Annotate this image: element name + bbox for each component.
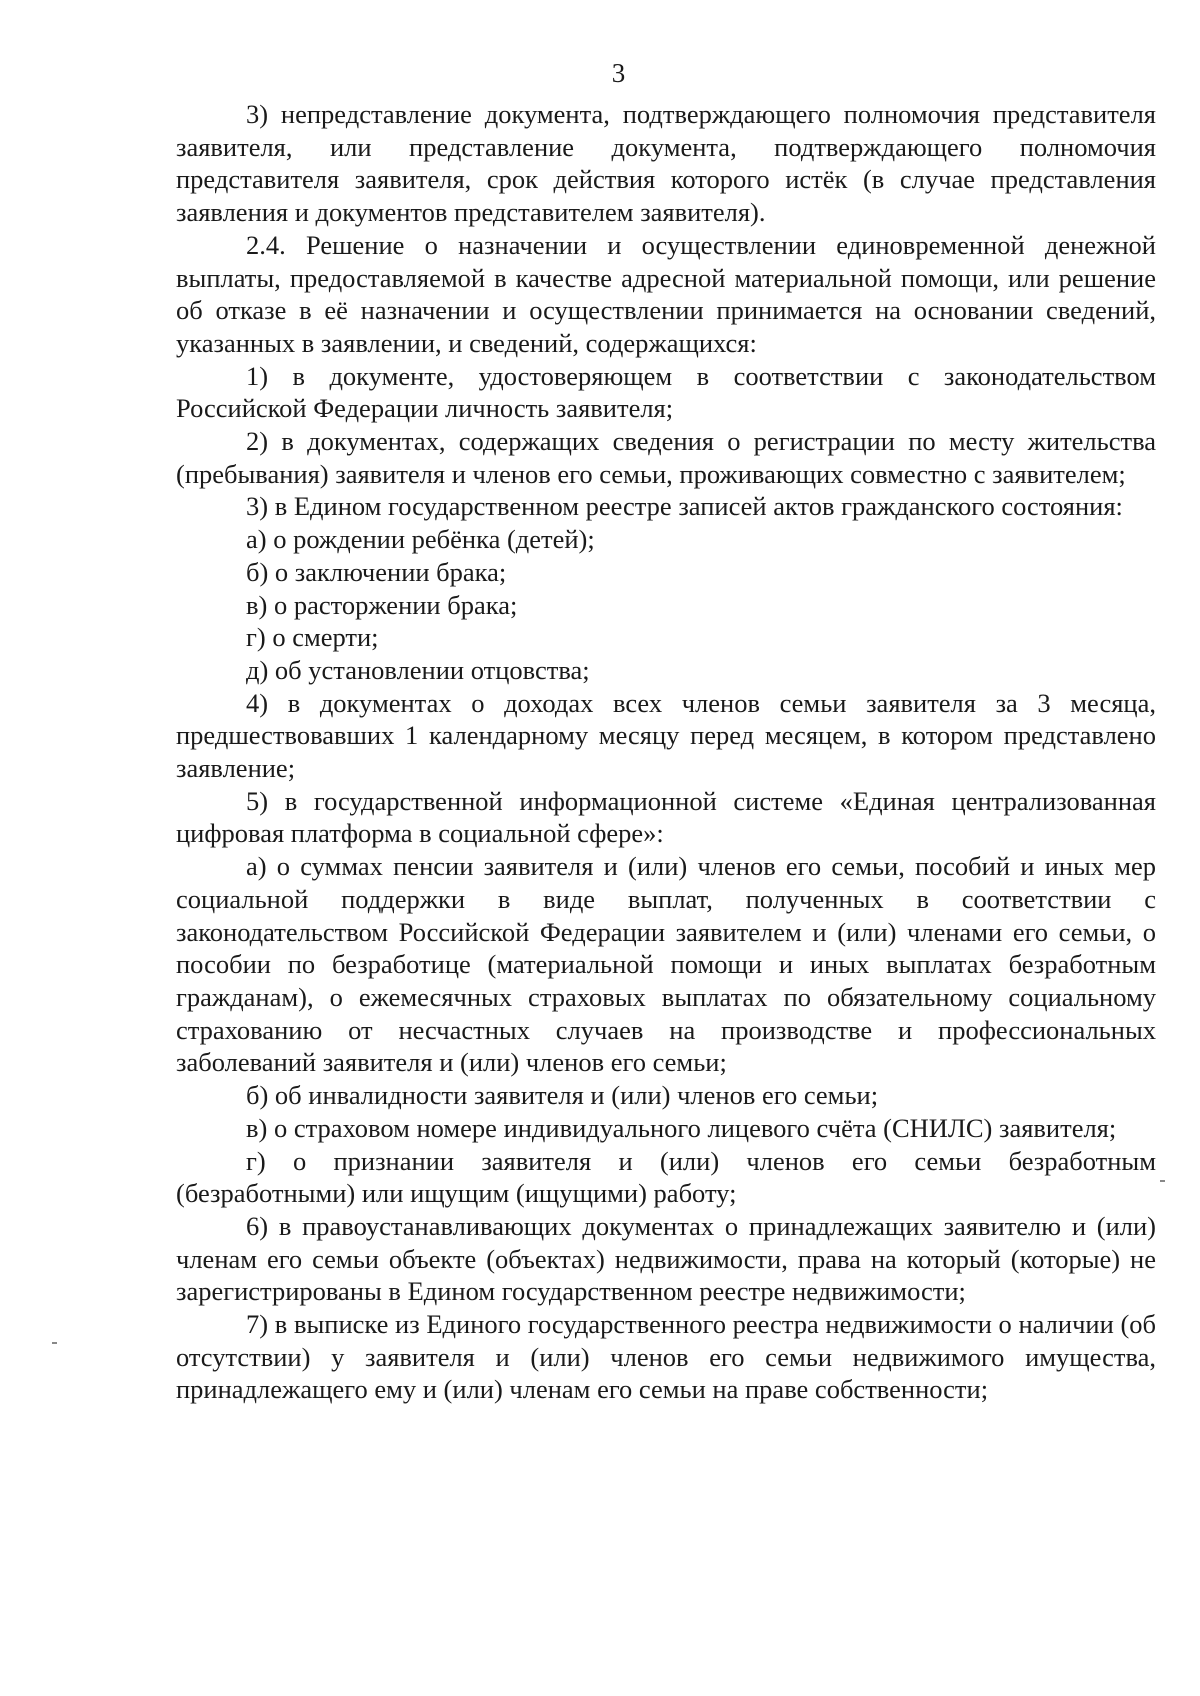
page-number: 3: [611, 58, 626, 88]
paragraph-item-1-identity-document: 1) в документе, удостоверяющем в соответствии с законодательством Российской Федерации личность заявителя;: [176, 360, 1156, 424]
subitem-g-unemployed: г) о признании заявителя и (или) членов его семьи безработным (безработными) или ищущим (ищущими) работу;: [176, 1145, 1156, 1209]
subitem-b-disability: б) об инвалидности заявителя и (или) членов его семьи;: [246, 1080, 879, 1111]
subitem-v-snils: в) о страховом номере индивидуального лицевого счёта (СНИЛС) заявителя;: [246, 1112, 1117, 1143]
paragraph-item-7-real-estate-extract: 7) в выписке из Единого государственного реестра недвижимости о наличии (об отсутствии) у заявителя и (или) членов его семьи недвижимого имущества, принадлежащего ему и (или) членам его семьи на праве собственности;: [176, 1309, 1156, 1405]
subitem-a-pension-amounts: а) о суммах пенсии заявителя и (или) членов его семьи, пособий и иных мер социальной поддержки в виде выплат, полученных в соответствии с законодательством Российской Федерации заявителем и (или) членами его семьи, о пособии по безработице (материальной помощи и иных выплатах безработным гражданам), о ежемесячных страховых выплатах по обязательному социальному страхованию от несчастных случаев на производстве и профессиональных заболеваний заявителя и (или) членов его семьи;: [176, 851, 1156, 1078]
paragraph-item-4-income-documents: 4) в документах о доходах всех членов семьи заявителя за 3 месяца, предшествовавших 1 календарному месяцу перед месяцем, в котором представлено заявление;: [176, 687, 1156, 784]
paragraph-item-3-refusal-ground: 3) непредставление документа, подтверждающего полномочия представителя заявителя, или представление документа, подтверждающего полномочия представителя заявителя, срок действия которого истёк (в случае представления заявления и документов представителем заявителя).: [176, 99, 1156, 228]
subitem-b-marriage: б) о заключении брака;: [246, 556, 507, 587]
subitem-v-divorce: в) о расторжении брака;: [246, 589, 518, 620]
document-body: [176, 98, 1156, 1406]
subitem-a-child-birth: а) о рождении ребёнка (детей);: [246, 524, 595, 555]
paragraph-item-3-civil-registry: 3) в Едином государственном реестре записей актов гражданского состояния:: [246, 491, 1123, 522]
scan-speck: [52, 1342, 57, 1344]
paragraph-item-5-information-system: 5) в государственной информационной системе «Единая централизованная цифровая платформа в социальной сфере»:: [176, 785, 1156, 849]
paragraph-item-2-registration-documents: 2) в документах, содержащих сведения о регистрации по месту жительства (пребывания) заявителя и членов его семьи, проживающих совместно с заявителем;: [176, 426, 1156, 489]
paragraph-2-4-decision: 2.4. Решение о назначении и осуществлении единовременной денежной выплаты, предоставляемой в качестве адресной материальной помощи, или решение об отказе в её назначении и осуществлении принимается на основании сведений, указанных в заявлении, и сведений, содержащихся:: [176, 229, 1156, 358]
subitem-g-death: г) о смерти;: [246, 622, 379, 653]
subitem-d-paternity: д) об установлении отцовства;: [246, 654, 590, 685]
paragraph-item-6-title-documents: 6) в правоустанавливающих документах о принадлежащих заявителю и (или) членам его семьи объекте (объектах) недвижимости, права на который (которые) не зарегистрированы в Едином государственном реестре недвижимости;: [176, 1210, 1156, 1307]
scan-speck: [1160, 1180, 1165, 1182]
